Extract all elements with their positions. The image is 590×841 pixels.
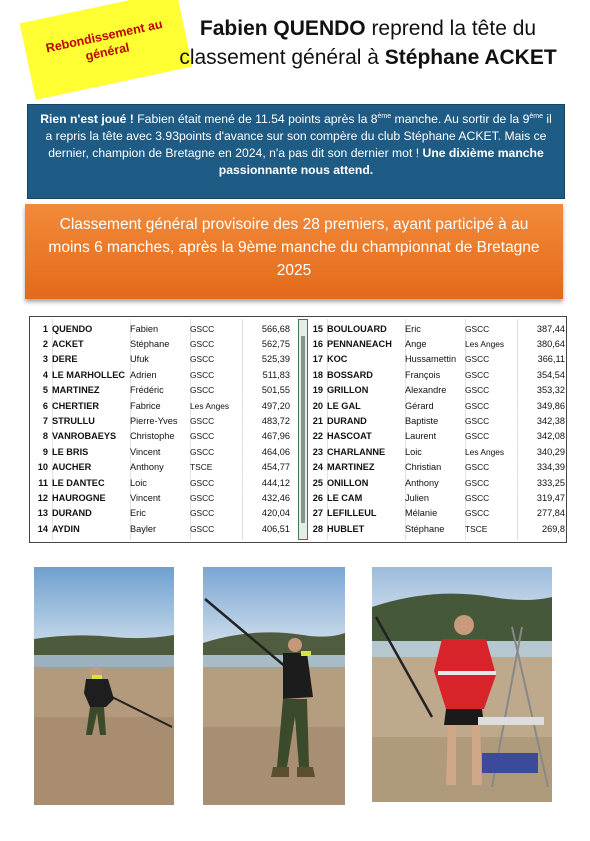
points-cell: 525,39: [242, 354, 294, 364]
standings-table: [29, 316, 567, 543]
points-cell: 511,83: [242, 370, 294, 380]
firstname-cell: Vincent: [130, 446, 161, 457]
rank-cell: 26: [312, 492, 323, 503]
rank-cell: 9: [42, 446, 48, 457]
firstname-cell: Loic: [405, 446, 422, 457]
firstname-cell: Alexandre: [405, 385, 447, 396]
club-cell: GSCC: [190, 339, 215, 350]
table-row: [34, 490, 304, 505]
rank-cell: 4: [42, 369, 48, 380]
table-row: [34, 383, 304, 398]
rank-cell: 18: [312, 369, 323, 380]
club-cell: GSCC: [465, 462, 490, 473]
table-row: [34, 460, 304, 475]
club-cell: Les Anges: [465, 339, 505, 350]
firstname-cell: Mélanie: [405, 508, 438, 519]
photo-angler-casting: [34, 567, 174, 805]
firstname-cell: Stéphane: [405, 523, 445, 534]
intro-text-2: manche. Au sortir de la 9: [391, 112, 530, 126]
points-cell: 340,29: [517, 447, 569, 457]
table-row: [34, 336, 304, 351]
intro-text-1: Fabien était mené de 11.54 points après la 8: [133, 112, 378, 126]
club-cell: GSCC: [190, 477, 215, 488]
rank-cell: 13: [37, 508, 48, 519]
table-row: [34, 413, 304, 428]
points-cell: 342,08: [517, 431, 569, 441]
points-cell: 566,68: [242, 324, 294, 334]
points-cell: 269,8: [517, 524, 569, 534]
lastname-cell: HAUROGNE: [52, 492, 106, 503]
standings-column-left: [34, 321, 304, 536]
club-cell: GSCC: [190, 508, 215, 519]
points-cell: 483,72: [242, 416, 294, 426]
lastname-cell: AYDIN: [52, 523, 80, 534]
intro-sup-1: ème: [377, 112, 392, 120]
rank-cell: 7: [42, 416, 48, 427]
sticker-text: Rebondissement au général: [44, 17, 164, 64]
firstname-cell: Bayler: [130, 523, 157, 534]
points-cell: 349,86: [517, 401, 569, 411]
table-row: [34, 506, 304, 521]
lastname-cell: DURAND: [52, 508, 92, 519]
lastname-cell: PENNANEACH: [327, 339, 392, 350]
points-cell: 454,77: [242, 462, 294, 472]
firstname-cell: Pierre-Yves: [130, 416, 178, 427]
club-cell: GSCC: [190, 431, 215, 442]
lastname-cell: CHERTIER: [52, 400, 99, 411]
club-cell: GSCC: [465, 431, 490, 442]
firstname-cell: François: [405, 369, 441, 380]
lastname-cell: LE GAL: [327, 400, 361, 411]
firstname-cell: Christophe: [130, 431, 175, 442]
photo-angler-rod-up: [203, 567, 345, 805]
firstname-cell: Eric: [130, 508, 146, 519]
rank-cell: 17: [312, 354, 323, 365]
table-row: [309, 460, 579, 475]
club-cell: GSCC: [190, 446, 215, 457]
club-cell: GSCC: [465, 354, 490, 365]
lastname-cell: STRULLU: [52, 416, 95, 427]
rank-cell: 23: [312, 446, 323, 457]
firstname-cell: Loic: [130, 477, 147, 488]
firstname-cell: Laurent: [405, 431, 437, 442]
firstname-cell: Eric: [405, 323, 421, 334]
lastname-cell: ONILLON: [327, 477, 369, 488]
points-cell: 366,11: [517, 354, 569, 364]
standings-column-right: [309, 321, 579, 536]
lastname-cell: QUENDO: [52, 323, 93, 334]
table-row: [309, 367, 579, 382]
rank-cell: 22: [312, 431, 323, 442]
intro-closing: Une dixième manche passionnante nous attend.: [218, 146, 544, 177]
firstname-cell: Adrien: [130, 369, 157, 380]
lastname-cell: DURAND: [327, 416, 367, 427]
photo-angler-red-jacket: [372, 567, 552, 802]
firstname-cell: Vincent: [130, 492, 161, 503]
club-cell: GSCC: [190, 385, 215, 396]
rank-cell: 28: [312, 523, 323, 534]
club-cell: GSCC: [190, 523, 215, 534]
rank-cell: 15: [312, 323, 323, 334]
table-row: [34, 444, 304, 459]
lastname-cell: ACKET: [52, 339, 84, 350]
rank-cell: 25: [312, 477, 323, 488]
table-row: [309, 475, 579, 490]
firstname-cell: Gérard: [405, 400, 434, 411]
table-row: [309, 429, 579, 444]
rank-cell: 10: [37, 462, 48, 473]
firstname-cell: Julien: [405, 492, 430, 503]
lastname-cell: LE CAM: [327, 492, 363, 503]
rank-cell: 20: [312, 400, 323, 411]
lastname-cell: MARTINEZ: [327, 462, 375, 473]
intro-box: [27, 104, 565, 199]
firstname-cell: Baptiste: [405, 416, 439, 427]
points-cell: 562,75: [242, 339, 294, 349]
rank-cell: 16: [312, 339, 323, 350]
table-row: [309, 321, 579, 336]
points-cell: 432,46: [242, 493, 294, 503]
firstname-cell: Frédéric: [130, 385, 164, 396]
intro-text-3: il a repris la tête avec 3.93points d'avance sur son compère du club Stéphane ACKET. Mais ce dernier, champion de Bretagne en 2024, n'a pas dit son dernier mot !: [45, 112, 552, 160]
firstname-cell: Ange: [405, 339, 427, 350]
club-cell: GSCC: [465, 385, 490, 396]
rank-cell: 5: [42, 385, 48, 396]
lastname-cell: GRILLON: [327, 385, 369, 396]
rank-cell: 27: [312, 508, 323, 519]
points-cell: 501,55: [242, 385, 294, 395]
table-row: [309, 521, 579, 536]
table-row: [34, 352, 304, 367]
headline: [178, 14, 558, 72]
club-cell: Les Anges: [465, 446, 505, 457]
table-row: [309, 506, 579, 521]
headline-winner: Fabien QUENDO: [199, 17, 366, 40]
firstname-cell: Fabien: [130, 323, 159, 334]
firstname-cell: Hussamettin: [405, 354, 457, 365]
intro-sup-2: ème: [529, 112, 543, 120]
lastname-cell: BOULOUARD: [327, 323, 387, 334]
points-cell: 319,47: [517, 493, 569, 503]
points-cell: 353,32: [517, 385, 569, 395]
lastname-cell: LEFILLEUL: [327, 508, 377, 519]
points-cell: 277,84: [517, 508, 569, 518]
points-cell: 333,25: [517, 478, 569, 488]
lastname-cell: MARTINEZ: [52, 385, 100, 396]
points-cell: 497,20: [242, 401, 294, 411]
points-cell: 380,64: [517, 339, 569, 349]
table-row: [309, 352, 579, 367]
headline-middle: reprend la tête du classement général à: [179, 17, 537, 69]
points-cell: 420,04: [242, 508, 294, 518]
firstname-cell: Anthony: [130, 462, 164, 473]
lastname-cell: CHARLANNE: [327, 446, 386, 457]
rank-cell: 11: [38, 477, 48, 488]
rank-cell: 8: [42, 431, 48, 442]
rank-cell: 1: [42, 323, 48, 334]
lastname-cell: BOSSARD: [327, 369, 373, 380]
rank-cell: 2: [42, 339, 48, 350]
table-row: [309, 490, 579, 505]
club-cell: GSCC: [465, 508, 490, 519]
lastname-cell: HASCOAT: [327, 431, 372, 442]
points-cell: 354,54: [517, 370, 569, 380]
table-row: [309, 336, 579, 351]
club-cell: Les Anges: [190, 400, 230, 411]
club-cell: GSCC: [190, 369, 215, 380]
table-row: [309, 398, 579, 413]
points-cell: 342,38: [517, 416, 569, 426]
table-row: [34, 521, 304, 536]
lastname-cell: LE BRIS: [52, 446, 89, 457]
club-cell: GSCC: [190, 323, 215, 334]
headline-runner-up: Stéphane ACKET: [384, 46, 557, 69]
club-cell: GSCC: [190, 354, 215, 365]
table-row: [34, 398, 304, 413]
rank-cell: 14: [37, 523, 48, 534]
club-cell: GSCC: [465, 416, 490, 427]
club-cell: TSCE: [465, 523, 488, 534]
lastname-cell: HUBLET: [327, 523, 365, 534]
table-row: [309, 413, 579, 428]
intro-lead: Rien n'est joué !: [40, 112, 134, 126]
rank-cell: 12: [37, 492, 48, 503]
firstname-cell: Christian: [405, 462, 442, 473]
subtitle-text: Classement général provisoire des 28 premiers, ayant participé à au moins 6 manches, après la 9ème manche du championnat de Bretagne 2025: [48, 216, 540, 279]
table-row: [34, 429, 304, 444]
lastname-cell: AUCHER: [52, 462, 92, 473]
club-cell: GSCC: [465, 492, 490, 503]
firstname-cell: Ufuk: [130, 354, 149, 365]
lastname-cell: KOC: [327, 354, 348, 365]
subtitle-box: [25, 204, 563, 299]
rank-cell: 19: [312, 385, 323, 396]
table-divider: [298, 319, 308, 540]
points-cell: 444,12: [242, 478, 294, 488]
rank-cell: 21: [312, 416, 323, 427]
table-row: [309, 444, 579, 459]
table-row: [34, 475, 304, 490]
firstname-cell: Anthony: [405, 477, 439, 488]
points-cell: 464,06: [242, 447, 294, 457]
lastname-cell: DERE: [52, 354, 78, 365]
rank-cell: 6: [42, 400, 48, 411]
lastname-cell: LE MARHOLLEC: [52, 369, 125, 380]
points-cell: 406,51: [242, 524, 294, 534]
firstname-cell: Fabrice: [130, 400, 161, 411]
points-cell: 334,39: [517, 462, 569, 472]
points-cell: 387,44: [517, 324, 569, 334]
table-row: [309, 383, 579, 398]
sticker: [20, 0, 193, 100]
club-cell: GSCC: [465, 369, 490, 380]
club-cell: TSCE: [190, 462, 213, 473]
club-cell: GSCC: [465, 323, 490, 334]
club-cell: GSCC: [465, 477, 490, 488]
lastname-cell: VANROBAEYS: [52, 431, 117, 442]
club-cell: GSCC: [190, 416, 215, 427]
table-row: [34, 367, 304, 382]
rank-cell: 3: [42, 354, 48, 365]
table-row: [34, 321, 304, 336]
club-cell: GSCC: [465, 400, 490, 411]
points-cell: 467,96: [242, 431, 294, 441]
lastname-cell: LE DANTEC: [52, 477, 105, 488]
rank-cell: 24: [312, 462, 323, 473]
firstname-cell: Stéphane: [130, 339, 170, 350]
club-cell: GSCC: [190, 492, 215, 503]
